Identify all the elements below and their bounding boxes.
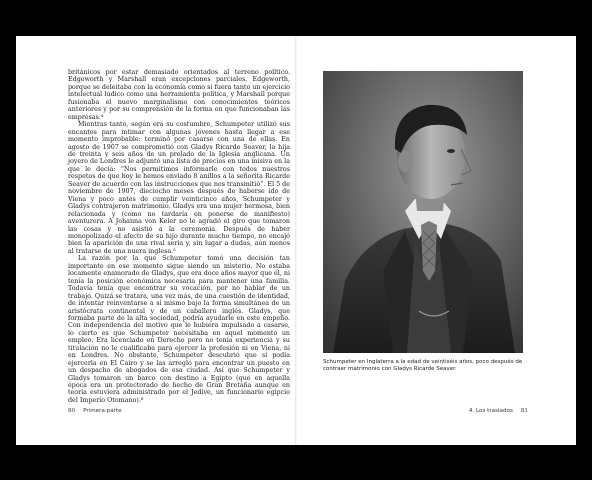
- left-folio: [68, 408, 122, 414]
- right-page-number: 81: [520, 408, 528, 414]
- left-page-number: 80: [68, 408, 76, 414]
- right-folio: [469, 408, 528, 414]
- book-spread: [16, 36, 576, 445]
- portrait-illustration: [323, 71, 523, 353]
- paragraph: La razón por la que Schumpeter tomó una decisión tan importante en ese momento sigue siendo un misterio. No estaba locamente enamorado de Gladys, que era doce años mayor que él, ni tenía la posición económica necesaria para mantener una familia. Todavía tenía que encontrar su vocación, por no hablar de un trabajo. Quizá se tratara, una vez más, de una cuestión de identidad, de intentar reinventarse a sí mismo bajo la forma simultánea de un aristócrata continental y de un caballero inglés. Gladys, que formaba parte de la alta sociedad, podría ayudarle en este empeño. Con independencia del motivo que le hubiera impulsado a casarse, lo cierto es que Schumpeter necesitaba en aquel momento un empleo. Era licenciado en Derecho pero no tenía experiencia y su titulación no le cualificaba para ejercer la profesión ni en Viena, ni en Londres. No obstante, Schumpeter descubrió que sí podía ejercerla en El Cairo y se las arregló para encontrar un puesto en un despacho de abogados de esa ciudad. Así que Schumpeter y Gladys tomaron un barco con destino a Egipto (que en aquella época era un protectorado de hecho de Gran Bretaña aunque en teoría estuviera administrado por el Jedive, un funcionario egipcio del Imperio Otomano).⁶: [68, 255, 290, 404]
- right-running-head: 4. Los traslados: [468, 408, 513, 414]
- paragraph: británicos por estar demasiado orientados al terreno político. Edgeworth y Marshall eran excepciones parciales. Edgeworth, porque se deleitaba con la economía como si fuera tanto un ejercicio intelectual lúdico como una herramienta política, y Marshall porque fusionaba el nuevo marginalismo con conocimientos teóricos anteriores y por su comprensión de la forma en que funcionaban las empresas.⁴: [68, 69, 290, 121]
- left-running-head: Primera parte: [83, 408, 122, 414]
- left-page-body-text: [68, 69, 290, 404]
- paragraph: Mientras tanto, según era su costumbre, Schumpeter utilizó sus encantos para intimar con algunas jóvenes hasta llegar a ese momento improbable: terminó por casarse con una de ellas. En agosto de 1907 se comprometió con Gladys Ricarde Seaver, la hija de treinta y seis años de un prelado de la Iglesia anglicana. Un joyero de Londres le adjuntó una lista de precios en una misiva en la que le decía: “Nos permitimos informarle con todos nuestros respetos de que hoy le hemos enviado 8 anillos a la señorita Ricarde Seaver de acuerdo con las instrucciones que nos transmitió”. El 5 de noviembre de 1907, dieciocho meses después de haberse ido de Viena y poco antes de cumplir veinticinco años, Schumpeter y Gladys contrajeron matrimonio. Gladys era una mujer hermosa, bien relacionada y (como no tardaría en ponerse de manifiesto) aventurera. A Johanna von Keler no le agradó el giro que tomaron las cosas y no asistió a la ceremonia. Después de haber monopolizado el afecto de su hijo durante mucho tiempo, no encajó bien la aparición de una rival seria y, sin lugar a dudas, aún menos al tratarse de una nuera inglesa.⁵: [68, 121, 290, 255]
- portrait-photo: [323, 71, 523, 353]
- page-gutter: [295, 36, 297, 445]
- photo-caption: Schumpeter en Inglaterra a la edad de veintiséis años, poco después de contraer matrimonio con Gladys Ricarde Seaver.: [323, 359, 523, 373]
